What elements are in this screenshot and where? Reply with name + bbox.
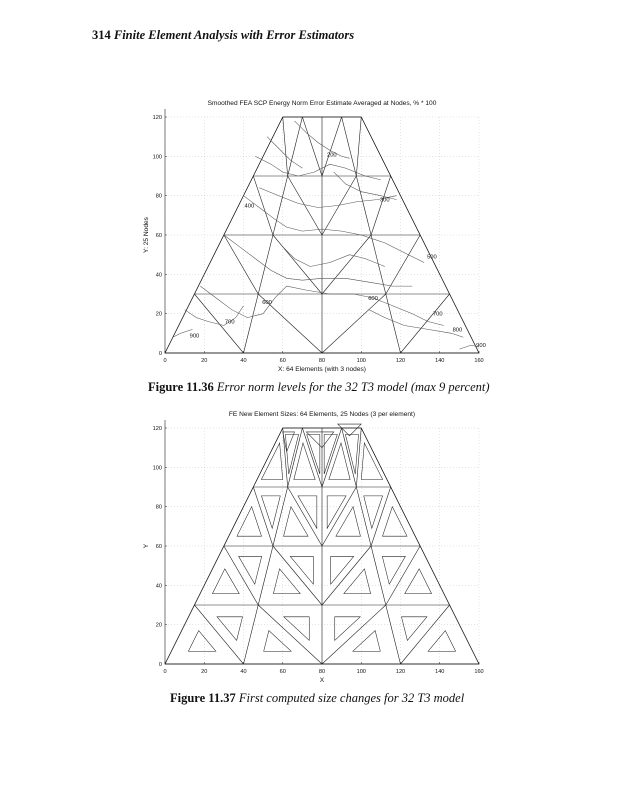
x-tick-label: 0 [163, 358, 167, 364]
new-element-column-line [258, 546, 273, 605]
contour-line [185, 306, 244, 326]
new-size-triangle [307, 434, 320, 474]
new-element-column-line [288, 428, 303, 487]
element-column-line [371, 235, 386, 294]
element-column-line [288, 117, 303, 176]
y-tick-label: 60 [155, 233, 162, 239]
element-diagonal [273, 235, 322, 294]
new-size-triangle [188, 631, 215, 652]
element-diagonal [356, 117, 361, 176]
new-size-triangle [261, 443, 282, 480]
new-element-column-line [391, 487, 420, 546]
caption-text: First computed size changes for 32 T3 model [238, 691, 465, 705]
y-tick-label: 20 [155, 622, 162, 629]
new-element-column-line [194, 546, 223, 605]
element-diagonal [322, 176, 356, 235]
new-size-triangle [382, 556, 405, 584]
element-diagonal [224, 235, 258, 294]
new-element-column-line [165, 605, 194, 664]
chart-title: Smoothed FEA SCP Energy Norm Error Estimate Averaged at Nodes, % * 100 [207, 100, 437, 107]
contour-label: 900 [189, 333, 200, 340]
new-size-triangle [212, 569, 239, 594]
new-element-column-line [342, 428, 357, 487]
new-size-triangle [331, 556, 354, 584]
y-tick-label: 120 [152, 426, 162, 432]
contour-line [255, 156, 381, 180]
x-tick-label: 80 [318, 669, 326, 675]
y-tick-label: 100 [152, 465, 162, 472]
element-column-line [258, 235, 273, 294]
y-tick-label: 60 [155, 544, 162, 550]
x-tick-label: 100 [356, 358, 366, 364]
new-element-diagonal [273, 546, 322, 605]
x-tick-label: 140 [435, 358, 445, 364]
new-size-triangle [284, 507, 309, 537]
x-tick-label: 80 [318, 358, 326, 364]
element-diagonal [386, 235, 420, 294]
new-size-triangle [336, 507, 361, 537]
element-diagonal [401, 294, 450, 353]
y-tick-label: 0 [158, 351, 162, 357]
x-tick-label: 120 [395, 669, 406, 675]
new-size-triangle [261, 496, 280, 528]
x-axis-title: X [319, 677, 325, 684]
y-axis-title: Y [143, 543, 150, 549]
element-column-line [361, 117, 390, 176]
y-tick-label: 80 [155, 504, 162, 511]
x-tick-label: 40 [240, 358, 247, 364]
new-size-triangle [361, 443, 382, 480]
page-number: 314 [92, 28, 111, 42]
x-tick-label: 20 [201, 358, 208, 364]
contour-label: 200 [326, 152, 337, 159]
element-column-line [253, 117, 282, 176]
x-tick-label: 160 [474, 358, 484, 364]
element-column-line [386, 294, 401, 353]
y-tick-label: 20 [155, 311, 162, 318]
new-element-diagonal [322, 428, 342, 487]
new-size-triangle [364, 496, 383, 528]
contour-label: 600 [368, 295, 378, 302]
x-tick-label: 60 [279, 669, 286, 675]
new-element-column-line [371, 546, 386, 605]
new-size-triangle [290, 556, 313, 584]
element-column-line [194, 235, 223, 294]
y-tick-label: 120 [152, 115, 162, 121]
contour-label: 900 [476, 343, 486, 350]
element-column-line [391, 176, 420, 235]
new-size-triangle [428, 631, 455, 652]
contour-label: 300 [379, 197, 390, 204]
y-tick-label: 80 [155, 193, 162, 200]
caption-label: Figure 11.37 [170, 691, 236, 705]
new-size-triangle [353, 631, 380, 652]
x-tick-label: 60 [279, 358, 286, 364]
new-element-diagonal [302, 428, 322, 487]
y-tick-label: 100 [152, 154, 162, 161]
new-element-column-line [361, 428, 390, 487]
contour-label: 700 [432, 311, 443, 318]
element-diagonal [288, 176, 322, 235]
element-column-line [165, 294, 194, 353]
y-tick-label: 40 [155, 583, 162, 590]
x-axis-title: X: 64 Elements (with 3 nodes) [278, 366, 366, 373]
element-column-line [356, 176, 371, 235]
figure-11-36-caption [148, 380, 490, 395]
x-tick-label: 140 [435, 669, 445, 675]
element-diagonal [322, 117, 342, 176]
new-element-column-line [420, 546, 449, 605]
element-column-line [420, 235, 449, 294]
x-tick-label: 20 [201, 669, 208, 675]
element-diagonal [322, 294, 386, 353]
new-element-column-line [253, 428, 282, 487]
element-diagonal [322, 235, 371, 294]
y-tick-label: 0 [158, 662, 162, 668]
x-tick-label: 0 [163, 669, 167, 675]
new-size-triangle [264, 631, 291, 652]
new-element-column-line [386, 605, 401, 664]
running-title: Finite Element Analysis with Error Estimators [113, 28, 355, 42]
new-size-triangle [344, 569, 371, 594]
contour-label: 800 [452, 327, 463, 334]
contour-line [369, 310, 463, 338]
caption-text: Error norm levels for the 32 T3 model (max 9 percent) [216, 380, 490, 394]
new-element-column-line [224, 487, 253, 546]
figure-11-37-caption [170, 691, 464, 706]
caption-label: Figure 11.36 [148, 380, 214, 394]
new-size-triangle [335, 617, 361, 641]
element-diagonal [371, 176, 391, 235]
new-element-diagonal [356, 428, 361, 487]
new-size-triangle [324, 434, 337, 474]
new-size-triangle [239, 556, 262, 584]
contour-line [259, 188, 396, 208]
contour-label: 400 [244, 203, 255, 210]
new-size-triangle [284, 617, 310, 641]
element-column-line [342, 117, 357, 176]
contour-label: 700 [224, 319, 235, 326]
new-element-column-line [450, 605, 479, 664]
element-diagonal [194, 294, 243, 353]
y-axis-title: Y: 25 Nodes [143, 217, 150, 253]
new-element-diagonal [322, 546, 371, 605]
x-tick-label: 160 [474, 669, 484, 675]
new-size-triangle [237, 507, 262, 537]
contour-line [283, 247, 385, 267]
contour-label: 500 [427, 254, 437, 261]
element-column-line [450, 294, 479, 353]
new-size-triangle [273, 569, 300, 594]
y-tick-label: 40 [155, 272, 162, 279]
x-tick-label: 40 [240, 669, 247, 675]
element-diagonal [302, 117, 322, 176]
new-size-triangle [405, 569, 432, 594]
chart-title: FE New Element Sizes: 64 Elements, 25 Nodes (3 per element) [228, 411, 416, 418]
element-diagonal [283, 117, 288, 176]
contour-label: 600 [262, 299, 272, 306]
x-tick-label: 120 [395, 358, 406, 364]
new-size-triangle [383, 507, 408, 537]
element-column-line [244, 294, 259, 353]
new-element-column-line [244, 605, 259, 664]
x-tick-label: 100 [356, 669, 366, 675]
